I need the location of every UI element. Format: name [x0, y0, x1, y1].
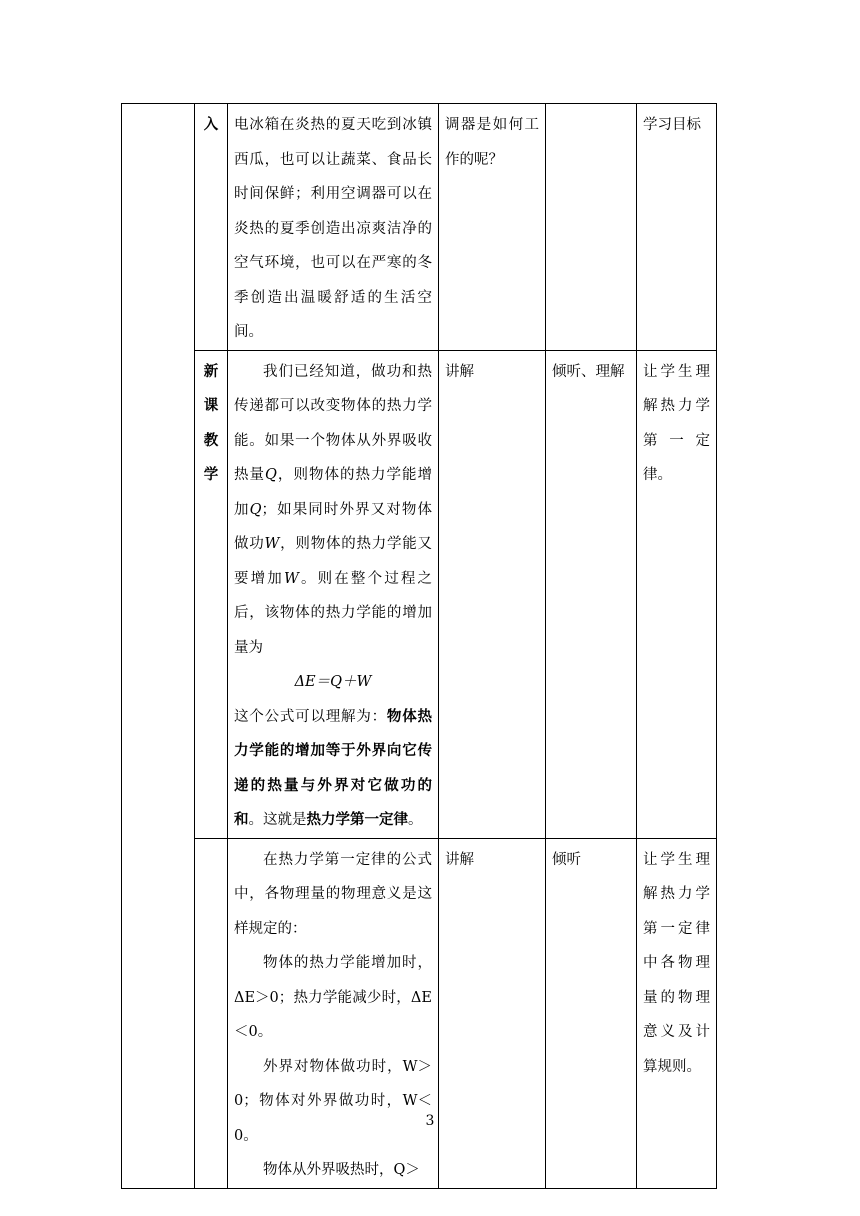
lesson-plan-table — [121, 103, 717, 1189]
section-label: 入 — [195, 104, 228, 351]
student-activity-cell: 倾听、理解 — [546, 350, 637, 838]
page-number: 3 — [425, 1113, 435, 1129]
design-intent-cell: 让学生理解热力学第一定律中各物理量的物理意义及计算规则。 — [637, 838, 717, 1188]
teacher-activity-cell: 讲解 — [439, 350, 546, 838]
student-activity-cell — [546, 104, 637, 351]
stage-cell — [122, 104, 195, 1189]
section-label — [195, 838, 228, 1188]
content-cell: 电冰箱在炎热的夏天吃到冰镇西瓜，也可以让蔬菜、食品长时间保鲜；利用空调器可以在炎热的夏季创造出凉爽洁净的空气环境，也可以在严寒的冬季创造出温暖舒适的生活空间。 — [228, 104, 439, 351]
formula: ΔE＝Q＋W — [294, 674, 372, 690]
teacher-activity-cell: 调器是如何工作的呢？ — [439, 104, 546, 351]
table-row — [122, 104, 717, 351]
paragraph: 在热力学第一定律的公式中，各物理量的物理意义是这样规定的： — [234, 851, 432, 937]
paragraph: 物体的热力学能增加时，ΔE＞0；热力学能减少时，ΔE＜0。 — [234, 955, 432, 1040]
teacher-activity-cell: 讲解 — [439, 838, 546, 1188]
content-cell — [228, 350, 439, 838]
student-activity-cell: 倾听 — [546, 838, 637, 1188]
content-cell — [228, 838, 439, 1188]
design-intent-cell: 让学生理解热力学第一定律。 — [637, 350, 717, 838]
paragraph: 这个公式可以理解为：物体热力学能的增加等于外界向它传递的热量与外界对它做功的和。这就是热力学第一定律。 — [234, 708, 433, 828]
design-intent-cell: 学习目标 — [637, 104, 717, 351]
section-label: 新 课 教 学 — [195, 350, 228, 838]
paragraph: 我们已经知道，做功和热传递都可以改变物体的热力学能。如果一个物体从外界吸收热量Q，则物体的热力学能增加Q；如果同时外界又对物体做功W，则物体的热力学能又要增加W。则在整个过程之后，该物体的热力学能的增加量为 — [234, 363, 433, 656]
table-row — [122, 350, 717, 838]
paragraph: 外界对物体做功时，W＞0；物体对外界做功时，W＜0。 — [234, 1058, 432, 1144]
table-row — [122, 838, 717, 1188]
paragraph: 物体从外界吸热时，Q＞ — [263, 1162, 420, 1178]
